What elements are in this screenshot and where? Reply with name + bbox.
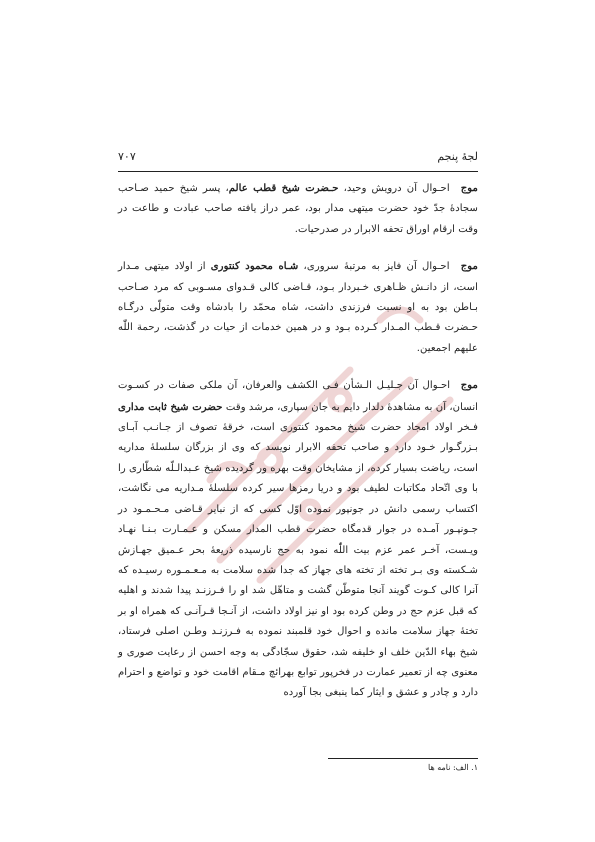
text-segment: احـوال آن درویش وحید، — [338, 183, 450, 194]
name-highlight: حـضرت شیخ قطب عالم — [228, 182, 339, 194]
paragraph-marker: موج — [460, 379, 478, 392]
header-title: لجۀ پنجم — [437, 150, 478, 163]
text-segment: ، پسر شیخ حمید صـاحب سجادۀ جدّ خود حضرت میتهی مدار بود، عمر دراز یافته صاحب عبادت و طاعت در وقت ارقام اوراق تحفه الابرار در صدرحیات. — [118, 183, 478, 235]
paragraph-marker: موج — [460, 182, 478, 194]
text-segment: از اولاد میتهی مـدار است، از دانـش ظـاهری خـبردار بـود، قـاضی کالی قـدوای مسـوبی که مرد صـاحب بـاطن بود به او نسبت فرزندی داشت، شاه محمّد را بادشاه وقت متولّی درگـاه حـضرت قـطب المـدار کـرده بـود و در همین خدمات از حیات در گذشت، رحمة اللّٰه علیهم اجمعین. — [118, 261, 478, 354]
header-rule — [118, 171, 478, 172]
text-segment: فـخر اولاد امجاد حضرت شیخ محمود کنتوری است، خرقۀ تصوف از جـانـب آبـای بـزرگـوار خـود دارد و صاحب تحفه الابرار نویسد که وی از بزرگان سلسلۀ مداریه است، ریاضت بسیار کرده، از مشایخان وقت بهره ور گردیده شیخ عـبدالـلّه شطّاری را با وی اتّحاد مکاتبات لطیف بود و دریا رمزها سیر کرده سلسلۀ مـداریه می نگاشت، اکتساب رسمی دانش در جونپور نموده اوّل کسی که از نبایر قـاضی مـحـمـود در جـونپـور آمـده در جوار قدمگاه حضرت قطب المدار مسکن و عـمـارت بـنـا نهـاد ویـست، آخـر عمر عزم بیت اللّٰه نمود به حج نارسیده ذریعۀ بحر عـمیق جهـازش شـکسته وی بـر تخته از تخته های جهاز که جدا شده سلامت به مـعـمـوره رسیـده که آنرا کالی کـوت گویند آنجا متوطّن گشت و متاهّل شد او را فـرزنـد پیدا شدند و اهلیه که قبل عزم حج در وطن کرده بود او نیز اولاد داشت، از آنـجا قـرآنـی که همراه او بر تختۀ جهاز سلامت مانده و احوال خود قلمبند نموده به فـرزنـد وطـن اصلی فرستاد، شیخ بهاء الدّین خلف او خلیفه شد، حقوق سجّادگی به وجه احسن از رعایت صوری و معنوی چه از تعمیر عمارت در فخرپور توابع بهرائچ مـقام اقامت خود و تواضع و احترام دارد و چادر و عشق و ایثار کما ینبغی بجا آورده — [118, 422, 478, 699]
name-highlight: حضرت شیخ ثابت مداری — [118, 400, 223, 413]
page-number: ۷۰۷ — [118, 150, 136, 163]
footnote: ۱. الف: نامه ها — [428, 763, 478, 772]
paragraph-marker: موج — [460, 260, 478, 273]
text-segment: احـوال آن فایز به مرتبۀ سروری، — [298, 261, 450, 273]
running-header — [118, 150, 478, 168]
paragraph-3 — [118, 375, 478, 704]
text-segment: احـوال آن جـلیـل الـشأن فـی الکشف والعرفان، آن ملکی صفات در کسـوت انسان، آن به مشاهدۀ دلدار دایم به جان سپاری، مرشد وقت — [118, 380, 478, 413]
paragraph-2 — [118, 256, 478, 359]
paragraph-1 — [118, 178, 478, 240]
footnote-rule — [328, 758, 478, 759]
main-text — [118, 178, 478, 720]
name-highlight: شـاه محمود کنتوری — [210, 260, 299, 273]
